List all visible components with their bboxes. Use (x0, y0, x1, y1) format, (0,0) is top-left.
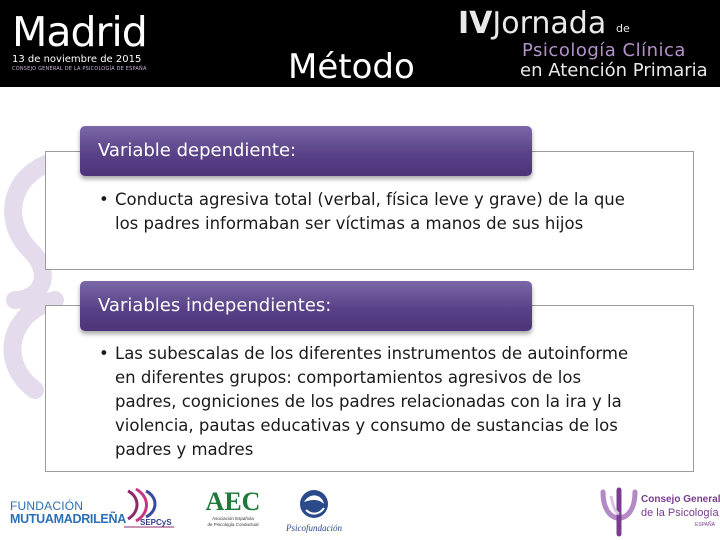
header-bar (0, 0, 720, 87)
madrid-logo-city: Madrid (12, 8, 147, 56)
bullet-marker: • (99, 190, 109, 209)
jornada-logo-word: Jornada (492, 6, 607, 41)
jornada-logo-main (458, 6, 606, 42)
consejo-logo-line2: de la Psicología (641, 507, 719, 519)
fundacion-logo-line2: MUTUAMADRILEÑA (10, 512, 126, 526)
section-label-dependent: Variable dependiente: (80, 126, 532, 176)
psicofundacion-emblem-icon (282, 488, 346, 524)
jornada-logo (458, 6, 716, 84)
madrid-logo-date: 13 de noviembre de 2015 (12, 54, 142, 65)
section-label-independent: Variables independientes: (80, 281, 532, 331)
consejo-psi-emblem-icon (597, 486, 641, 538)
slide-title: Método (288, 47, 415, 87)
aec-logo-line1: Asociación Española (212, 516, 254, 521)
sepcys-emblem-icon (120, 487, 178, 537)
jornada-logo-line1: Psicología Clínica (522, 40, 686, 61)
psicofundacion-logo (282, 488, 346, 538)
psicofundacion-logo-text: Psicofundación (286, 523, 342, 533)
bullet-text: Conducta agresiva total (verbal, física leve y grave) de la que los padres informaban ser víctimas a manos de sus hijos (115, 190, 625, 233)
fundacion-logo-line1: FUNDACIÓN (10, 499, 84, 513)
jornada-logo-line2: en Atención Primaria (520, 60, 708, 81)
fundacion-mutua-logo (10, 499, 126, 526)
consejo-general-logo (597, 486, 720, 538)
aec-logo-mark: AEC (205, 487, 261, 516)
aec-logo (200, 488, 266, 538)
consejo-logo-line1: Consejo General (641, 494, 720, 505)
section-text-dependent (99, 188, 639, 236)
sepcys-logo-text: SEPCyS (140, 518, 172, 527)
jornada-logo-de: de (616, 22, 630, 35)
bullet-text: Las subescalas de los diferentes instrumentos de autoinforme en diferentes grupos: comportamientos agresivos de los padres, cogniciones de los padres relacionadas con la ira y la violencia, pautas educativas y consumo de sustancias de los padres y madres (115, 344, 629, 459)
jornada-logo-numeral: IV (458, 6, 493, 41)
consejo-logo-line3: ESPAÑA (695, 522, 715, 528)
sepcys-logo (120, 487, 178, 537)
bullet-marker: • (99, 344, 109, 363)
madrid-event-logo (12, 10, 157, 73)
aec-logo-line2: de Psicología Conductual (207, 521, 259, 527)
section-text-independent (99, 342, 629, 462)
madrid-logo-organizer: CONSEJO GENERAL DE LA PSICOLOGÍA DE ESPAÑA (12, 66, 147, 72)
